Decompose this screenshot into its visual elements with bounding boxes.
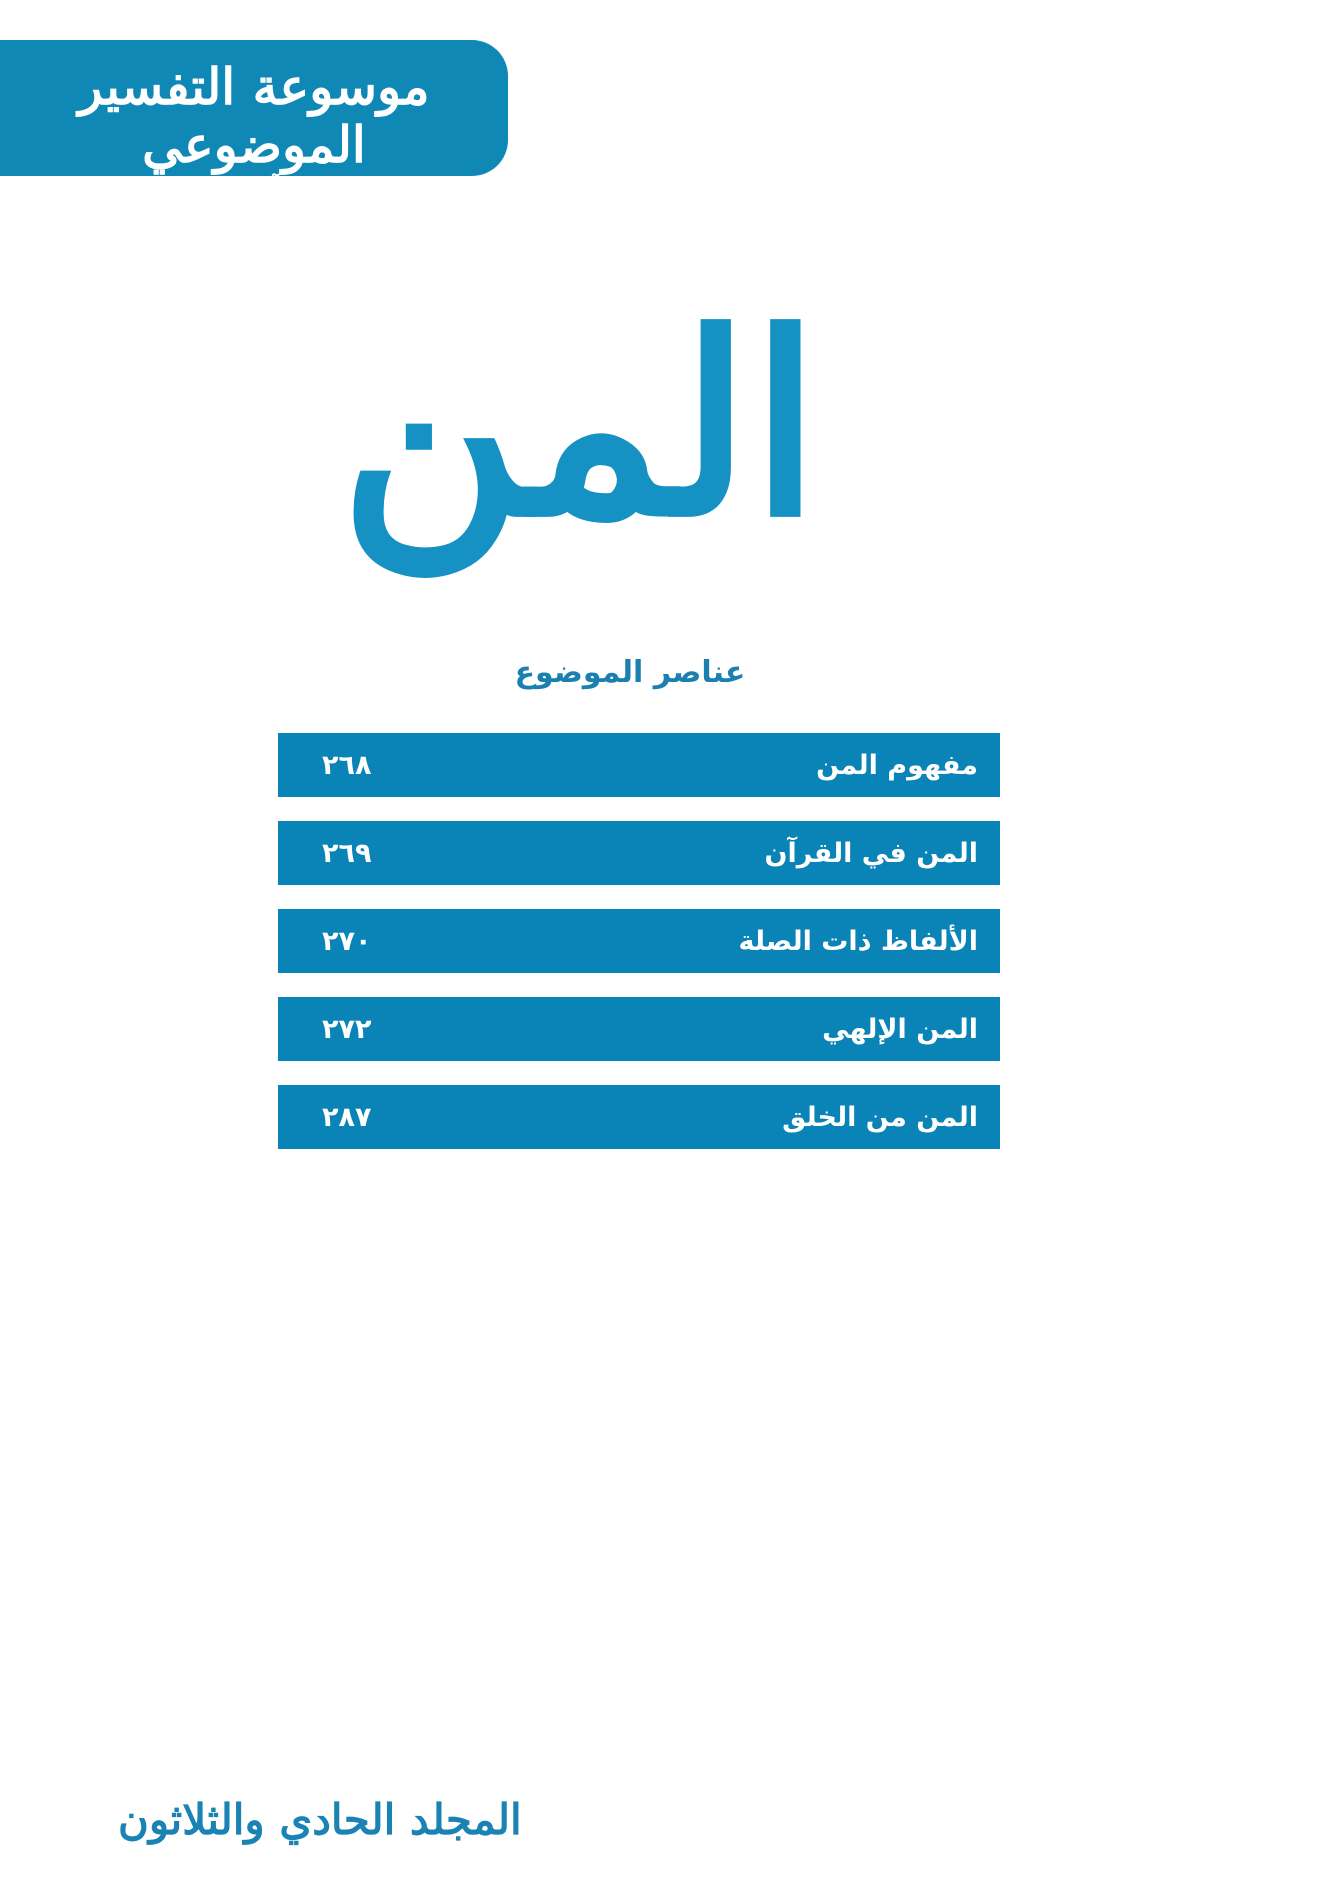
toc-item-page: ٢٧٠ <box>322 925 372 957</box>
toc-item-label: مفهوم المن <box>816 749 978 781</box>
toc-item-page: ٢٦٩ <box>322 837 372 869</box>
toc-item[interactable] <box>278 1085 1000 1149</box>
toc-item[interactable] <box>278 997 1000 1061</box>
series-banner <box>0 40 508 200</box>
toc-item-label: المن من الخلق <box>782 1101 978 1133</box>
toc-item[interactable] <box>278 821 1000 885</box>
toc-item-page: ٢٦٨ <box>322 749 372 781</box>
toc-item-label: المن الإلهي <box>822 1013 978 1045</box>
toc-item-page: ٢٧٢ <box>322 1013 372 1045</box>
series-subtitle: للقرآن الكريم <box>191 174 317 200</box>
series-title: موسوعة التفسير الموضوعي <box>78 57 430 174</box>
chapter-title: المن <box>339 278 820 572</box>
volume-label: المجلد الحادي والثلاثون <box>118 1795 522 1844</box>
toc-item[interactable] <box>278 909 1000 973</box>
toc-heading: عناصر الموضوع <box>514 655 746 690</box>
toc-item-label: المن في القرآن <box>764 837 978 869</box>
toc-item-page: ٢٨٧ <box>322 1101 372 1133</box>
toc-item-label: الألفاظ ذات الصلة <box>738 925 978 957</box>
toc-item[interactable] <box>278 733 1000 797</box>
toc-list <box>278 733 1000 1173</box>
